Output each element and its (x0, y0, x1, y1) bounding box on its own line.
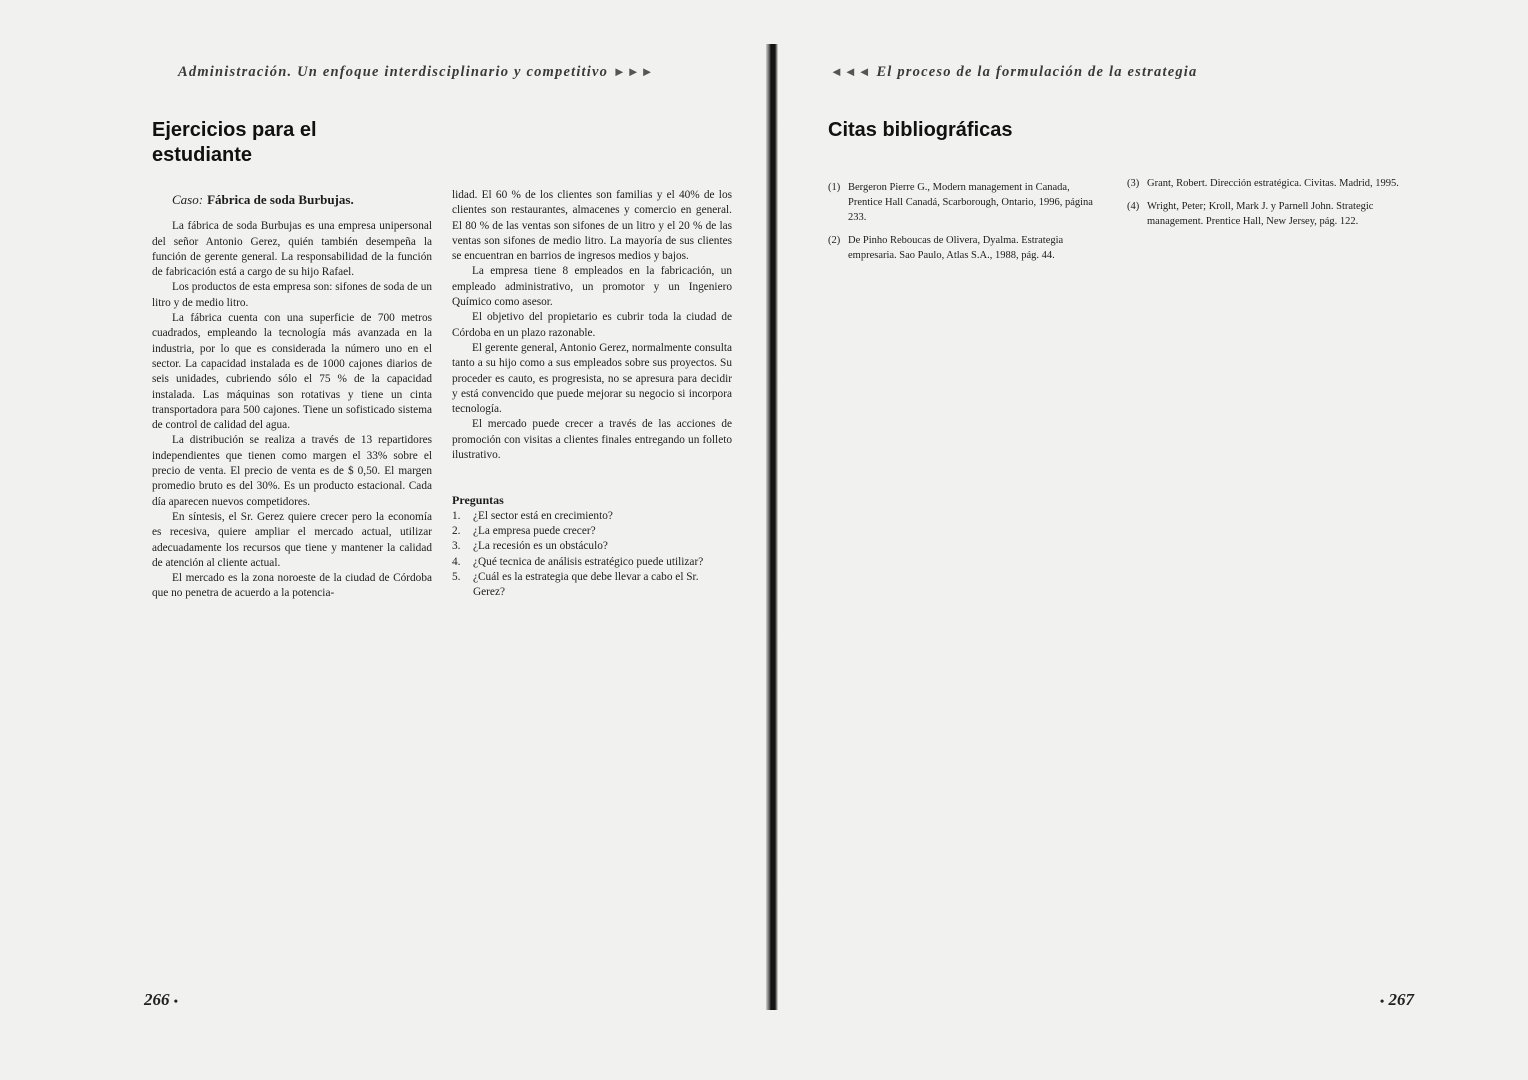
left-running-head-text: Administración. Un enfoque interdisciplinario y competitivo (178, 64, 609, 80)
paragraph: En síntesis, el Sr. Gerez quiere crecer pero la economía es recesiva, quiere ampliar el mercado actual, utilizar adecuadamente los recursos que tiene y mantener la calidad de atención al cliente actual. (152, 510, 432, 569)
right-page-number-value: 267 (1388, 990, 1414, 1009)
left-column-1 (152, 192, 432, 602)
right-running-head (830, 64, 1197, 81)
question-item (452, 555, 732, 570)
question-number: 4. (452, 555, 461, 568)
question-item (452, 524, 732, 539)
question-text: ¿El sector está en crecimiento? (473, 509, 613, 522)
question-number: 3. (452, 540, 461, 553)
paragraph: La fábrica cuenta con una superficie de 700 metros cuadrados, empleando la tecnología más avanzada en la industria, por lo que es considerada la número uno en el sector. La capacidad instalada es de 1000 cajones diarios de seis unidades, cubriendo sólo el 75 % de la capacidad instalada. Las máquinas son rotativas y tiene un cinta transportadora para 500 cajones. Tiene un sofisticado sistema de control de calidad del agua. (152, 312, 432, 432)
left-running-head (178, 64, 655, 81)
paragraph: El mercado puede crecer a través de las acciones de promoción con visitas a clientes finales entregando un folleto ilustrativo. (452, 418, 732, 462)
bullet-icon: • (1380, 994, 1385, 1008)
questions-list (452, 509, 732, 601)
question-number: 2. (452, 524, 461, 537)
case-title: Fábrica de soda Burbujas. (207, 192, 354, 207)
question-text: ¿La recesión es un obstáculo? (473, 540, 608, 553)
citation-text: Bergeron Pierre G., Modern management in Canada, Prentice Hall Canadá, Scarborough, Ontario, 1996, página 233. (848, 182, 1093, 223)
left-page-number-value: 266 (144, 990, 170, 1009)
citation-number: (3) (1127, 178, 1140, 189)
left-column-2 (452, 188, 732, 600)
citation-number: (4) (1127, 201, 1140, 212)
question-text: ¿Cuál es la estrategia que debe llevar a cabo el Sr. Gerez? (473, 570, 699, 599)
paragraph: El objetivo del propietario es cubrir toda la ciudad de Córdoba en un plazo razonable. (452, 311, 732, 339)
bullet-icon: • (173, 994, 178, 1008)
right-running-head-text: El proceso de la formulación de la estrategia (876, 64, 1198, 80)
citation-item (1127, 199, 1407, 229)
paragraph: La empresa tiene 8 empleados en la fabricación, un empleado administrativo, un promotor y un Ingeniero Químico como asesor. (452, 265, 732, 309)
book-spine (766, 44, 778, 1010)
paragraph: Los productos de esta empresa son: sifones de soda de un litro y de medio litro. (152, 281, 432, 309)
questions-title: Preguntas (452, 493, 504, 508)
citation-number: (1) (828, 182, 841, 193)
right-page-number (1380, 990, 1414, 1010)
right-arrows-icon: ►►► (612, 64, 655, 79)
citation-number: (2) (828, 235, 841, 246)
paragraph: La distribución se realiza a través de 13 repartidores independientes que tienen como margen el 33% sobre el precio de venta. El precio de venta es de $ 0,50. El margen promedio bruto es del 30%. Es un producto estacional. Cada día aparecen nuevos competidores. (152, 434, 432, 508)
left-arrows-icon: ◄◄◄ (830, 64, 872, 79)
paragraph: El mercado es la zona noroeste de la ciudad de Córdoba que no penetra de acuerdo a la potencia- (152, 572, 432, 600)
left-section-title: Ejercicios para el estudiante (152, 119, 317, 166)
citation-item (828, 180, 1098, 225)
paragraph-continuation: lidad. El 60 % de los clientes son familias y el 40% de los clientes son restaurantes, almacenes y comercio en general. El 80 % de las ventas son sifones de un litro y el 20 % de las ventas son sifones de medio litro. La mayoría de sus clientes se encuentran en barrios de ingresos medios y bajos. (452, 189, 732, 263)
left-page-number (144, 990, 178, 1010)
case-heading (172, 192, 432, 207)
question-item (452, 570, 732, 601)
citations-column-2 (1127, 176, 1407, 237)
citation-item (1127, 176, 1407, 191)
question-number: 1. (452, 509, 461, 522)
question-text: ¿La empresa puede crecer? (473, 524, 596, 537)
citation-item (828, 233, 1098, 263)
citations-column-1 (828, 180, 1098, 271)
question-text: ¿Qué tecnica de análisis estratégico puede utilizar? (473, 555, 704, 568)
right-section-title: Citas bibliográficas (828, 119, 1013, 141)
case-label: Caso: (172, 192, 204, 207)
question-item (452, 509, 732, 524)
paragraph: La fábrica de soda Burbujas es una empresa unipersonal del señor Antonio Gerez, quién también desempeña la función de gerente general. La responsabilidad de la función de fabricación está a cargo de su hijo Rafael. (152, 220, 432, 279)
citation-text: De Pinho Reboucas de Olivera, Dyalma. Estrategia empresaria. Sao Paulo, Atlas S.A., 1988, pág. 44. (848, 235, 1064, 261)
citation-text: Wright, Peter; Kroll, Mark J. y Parnell John. Strategic management. Prentice Hall, New Jersey, pág. 122. (1147, 201, 1374, 227)
question-item (452, 539, 732, 554)
paragraph: El gerente general, Antonio Gerez, normalmente consulta tanto a su hijo como a sus empleados sobre sus proyectos. Su proceder es cauto, es progresista, no se apresura para decidir y está convencido que puede mejorar su negocio si incorpora tecnología. (452, 341, 732, 416)
question-number: 5. (452, 570, 461, 583)
citation-text: Grant, Robert. Dirección estratégica. Civitas. Madrid, 1995. (1147, 178, 1399, 189)
right-page (780, 0, 1528, 1080)
